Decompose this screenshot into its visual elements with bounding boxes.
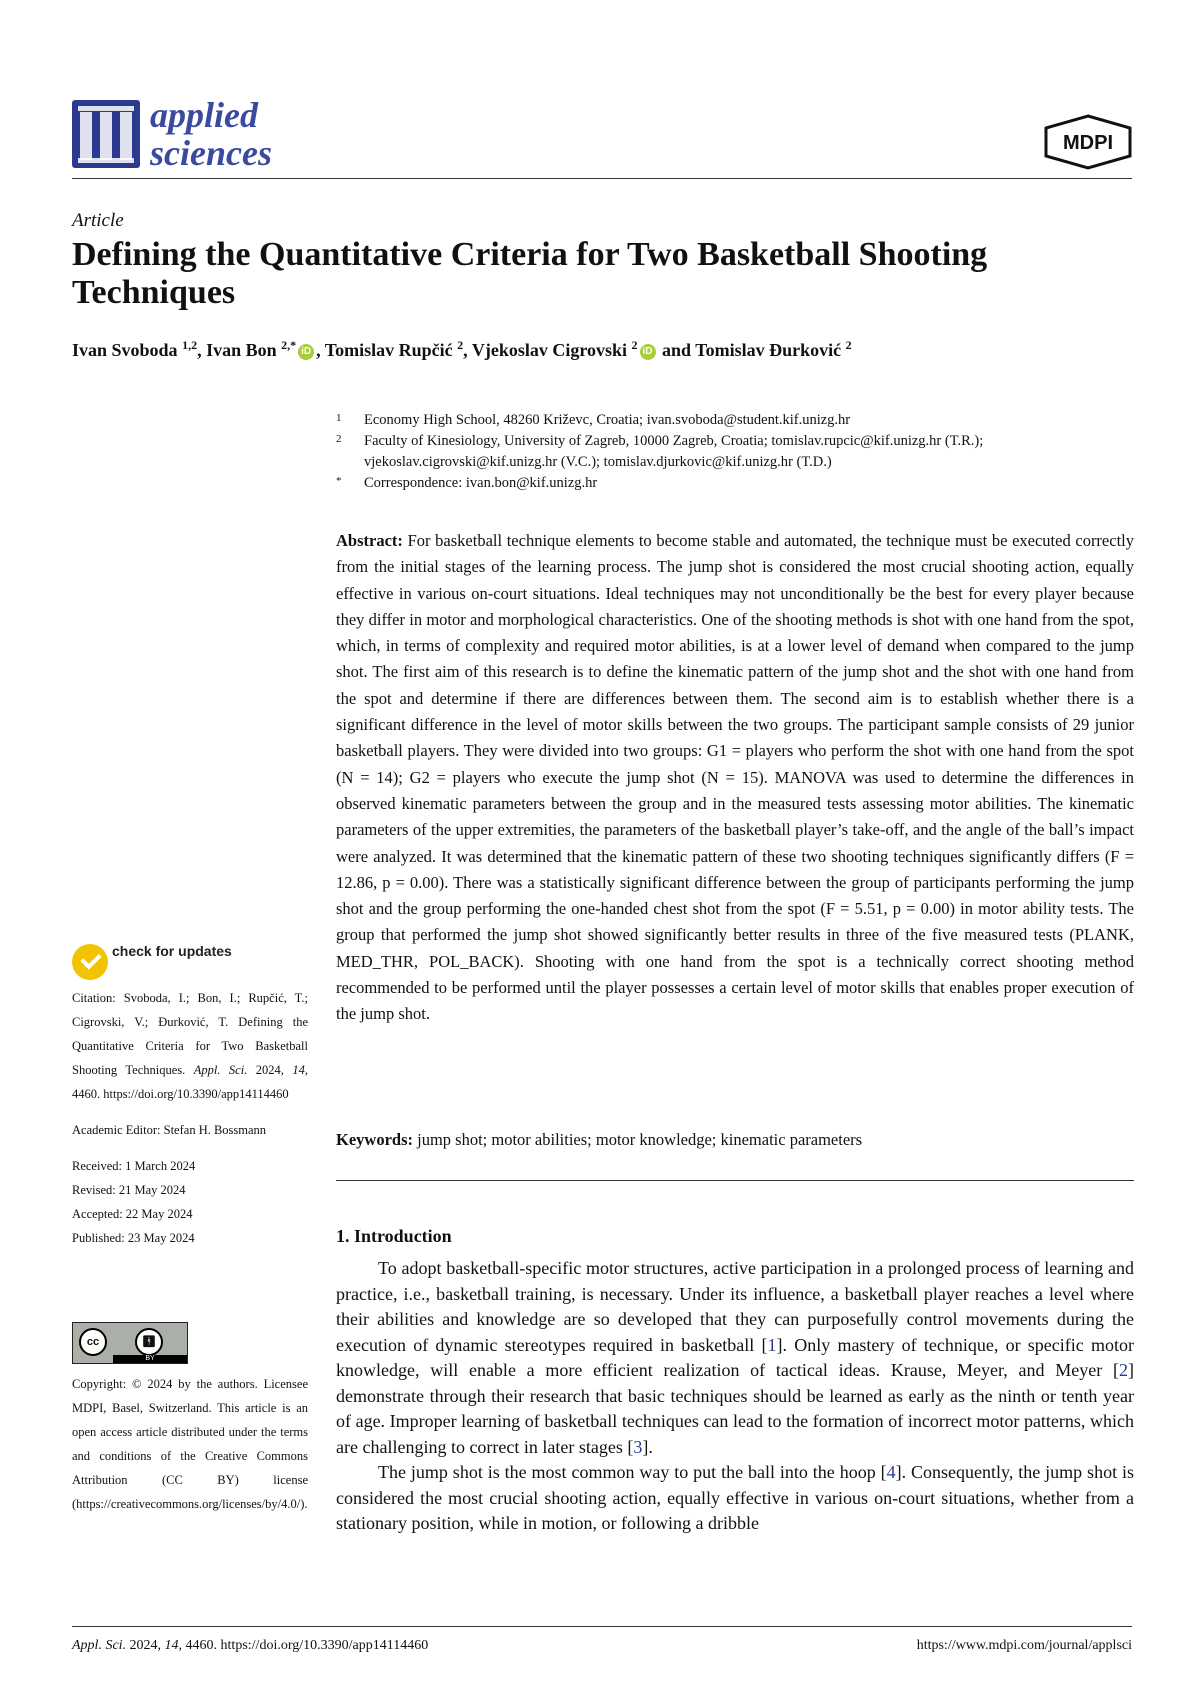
intro-paragraph-2	[336, 1460, 1134, 1537]
introduction-body	[336, 1256, 1134, 1537]
affiliation-mark: *	[336, 475, 342, 487]
citation-link[interactable]: 2	[1119, 1360, 1128, 1380]
paragraph-text: The jump shot is the most common way to put the ball into the hoop [	[378, 1462, 887, 1482]
paper-title: Defining the Quantitative Criteria for Two Basketball Shooting Techniques	[72, 236, 988, 311]
intro-paragraph-1	[336, 1256, 1134, 1460]
attribution-person-icon: 🚹︎	[135, 1328, 163, 1356]
keywords	[336, 1130, 1134, 1150]
affiliation-text: Faculty of Kinesiology, University of Zagreb, 10000 Zagreb, Croatia; tomislav.rupcic@kif.unizg.hr (T.R.); vjekoslav.cigrovski@kif.unizg.hr (V.C.); tomislav.djurkovic@kif.unizg.hr (T.D.)	[364, 433, 984, 470]
footer-divider	[72, 1626, 1132, 1627]
header-divider	[72, 178, 1132, 179]
revised-date: Revised: 21 May 2024	[72, 1183, 186, 1197]
footer-citation: Appl. Sci. 2024, 14, 4460. https://doi.org/10.3390/app14114460	[72, 1638, 429, 1653]
author-affiliation-mark: 2	[457, 338, 464, 352]
check-updates-label: check for updates	[112, 943, 232, 959]
paragraph-text: ].	[642, 1436, 653, 1457]
author-affiliation-mark: 2,*	[281, 338, 297, 352]
paragraph-text: ] demonstrate through their research that basic techniques should be learned as early as the ninth or tenth year of age. Improper learning of basketball techniques can lead to the formation of incorrect motor patterns, which are challenging to correct in later stages [	[336, 1360, 1134, 1457]
affiliations	[336, 410, 1136, 494]
journal-logo-icon	[72, 100, 140, 168]
academic-editor: Academic Editor: Stefan H. Bossmann	[72, 1123, 267, 1137]
author-affiliation-mark: 2	[631, 338, 638, 352]
abstract	[336, 528, 1134, 1028]
orcid-icon[interactable]: iD	[298, 344, 314, 360]
orcid-icon[interactable]: iD	[640, 344, 656, 360]
footer-journal-link[interactable]: https://www.mdpi.com/journal/applsci	[916, 1638, 1132, 1653]
abstract-text: For basketball technique elements to become stable and automated, the technique must be executed correctly from the initial stages of the learning process. The jump shot is considered the most crucial shooting action, equally effective in various on-court situations. Ideal techniques may not unconditionally be the best for every player because they differ in motor and morphological characteristics. One of the shooting methods is shot with one hand from the spot, which, in terms of complexity and required motor abilities, is at a lower level of demand when compared to the jump shot. The first aim of this research is to define the kinematic pattern of the jump shot and the shot with one hand from the spot and determine if there are differences between them. The second aim is to establish whether there is a significant difference in the level of motor skills between the two groups. The participant sample consists of 29 junior basketball players. They were divided into two groups: G1 = players who perform the shot with one hand from the spot (N = 14); G2 = players who execute the jump shot (N = 15). MANOVA was used to determine the differences in observed kinematic parameters between the group and in the measured tests assessing motor abilities. The kinematic parameters of the upper extremities, the parameters of the basketball player’s take-off, and the angle of the ball’s impact were analyzed. It was determined that the kinematic pattern of these two shooting techniques significantly differs (F = 12.86, p = 0.00). There was a statistically significant difference between the group of participants performing the jump shot and the group performing the one-handed chest shot from the spot (F = 5.51, p = 0.00) in motor ability tests. The group that performed the jump shot showed significantly better results in three of the five measured tests (PLANK, MED_THR, POL_BACK). Shooting with one hand from the spot is a technically correct shooting method recommended to be performed until the player possesses a certain level of motor skills that enables proper execution of the jump shot.	[336, 531, 1134, 1024]
cc-by-license-icon[interactable]	[72, 1322, 188, 1364]
author-affiliation-mark: 1,2	[182, 338, 198, 352]
abstract-label: Abstract:	[336, 531, 403, 550]
affiliation-item	[336, 473, 1136, 494]
affiliation-item	[336, 431, 1136, 473]
author-name: Tomislav Rupčić	[324, 340, 453, 360]
published-date: Published: 23 May 2024	[72, 1231, 195, 1245]
paragraph-text: ]. Only mastery of technique, or specific motor knowledge, will enable a more efficient realization of tactical ideas. Krause, Meyer, and Meyer [	[336, 1334, 1134, 1380]
affiliation-mark: 1	[336, 412, 342, 424]
affiliation-mark: 2	[336, 433, 342, 445]
keywords-label: Keywords:	[336, 1130, 413, 1149]
author-name: Ivan Svoboda	[72, 340, 178, 360]
copyright-notice: Copyright: © 2024 by the authors. Licensee MDPI, Basel, Switzerland. This article is an open access article distributed under the terms and conditions of the Creative Commons Attribution (CC BY) license (https://creativecommons.org/licenses/by/4.0/).	[72, 1377, 308, 1511]
author-affiliation-mark: 2	[845, 338, 852, 352]
author-list: Ivan Svoboda $^{1,2}$, Ivan Bon $^{2,*}$ iD , Tomislav Rupčić $^2$, Vjekoslav Cigrovski $^2$ iD and Tomislav Đurković $^2$	[72, 338, 852, 360]
section-heading: 1. Introduction	[336, 1226, 452, 1246]
by-label: BY	[113, 1355, 187, 1363]
cc-icon: cc	[79, 1328, 107, 1356]
section-divider	[336, 1180, 1134, 1181]
citation-link[interactable]: 1	[767, 1334, 777, 1355]
footer-doi-link[interactable]: 4460. https://doi.org/10.3390/app14114460	[185, 1638, 429, 1653]
affiliation-text: Correspondence: ivan.bon@kif.unizg.hr	[364, 475, 598, 491]
citation-link[interactable]: 3	[633, 1436, 643, 1457]
author-name: Tomislav Đurković	[695, 340, 842, 360]
keywords-text: jump shot; motor abilities; motor knowledge; kinematic parameters	[417, 1130, 863, 1149]
check-updates-icon	[72, 944, 108, 980]
side-metadata	[72, 986, 308, 1250]
paragraph-text: ]. Consequently, the jump shot is considered the most crucial shooting action, equally effective in various on-court situations, whether from a stationary position, while in motion, or following a dribble	[336, 1462, 1134, 1533]
received-date: Received: 1 March 2024	[72, 1159, 196, 1173]
check-for-updates-button[interactable]	[72, 944, 272, 984]
affiliation-item	[336, 410, 1136, 431]
article-type: Article	[72, 210, 124, 231]
mdpi-logo-text: MDPI	[1063, 132, 1113, 154]
accepted-date: Accepted: 22 May 2024	[72, 1207, 193, 1221]
journal-name: applied sciences	[150, 95, 272, 173]
author-name: Vjekoslav Cigrovski	[471, 340, 628, 360]
affiliation-text: Economy High School, 48260 Križevc, Croatia; ivan.svoboda@student.kif.unizg.hr	[364, 412, 851, 428]
mdpi-logo-icon	[1040, 114, 1136, 170]
paragraph-text: To adopt basketball-specific motor structures, active participation in a prolonged process of learning and practice, i.e., basketball training, is necessary. Under its influence, a basketball player reaches a level where their abilities and knowledge are so developed that they can purposefully control movements during the execution of dynamic stereotypes required in basketball [	[336, 1258, 1134, 1355]
citation: Citation: Svoboda, I.; Bon, I.; Rupčić, T.; Cigrovski, V.; Đurković, T. Defining the Quantitative Criteria for Two Basketball Shooting Techniques. Appl. Sci. 2024, 14, 4460. https://doi.org/10.3390/app14114460	[72, 991, 309, 1101]
citation-link[interactable]: 4	[886, 1462, 896, 1482]
author-name: Ivan Bon	[206, 340, 277, 360]
